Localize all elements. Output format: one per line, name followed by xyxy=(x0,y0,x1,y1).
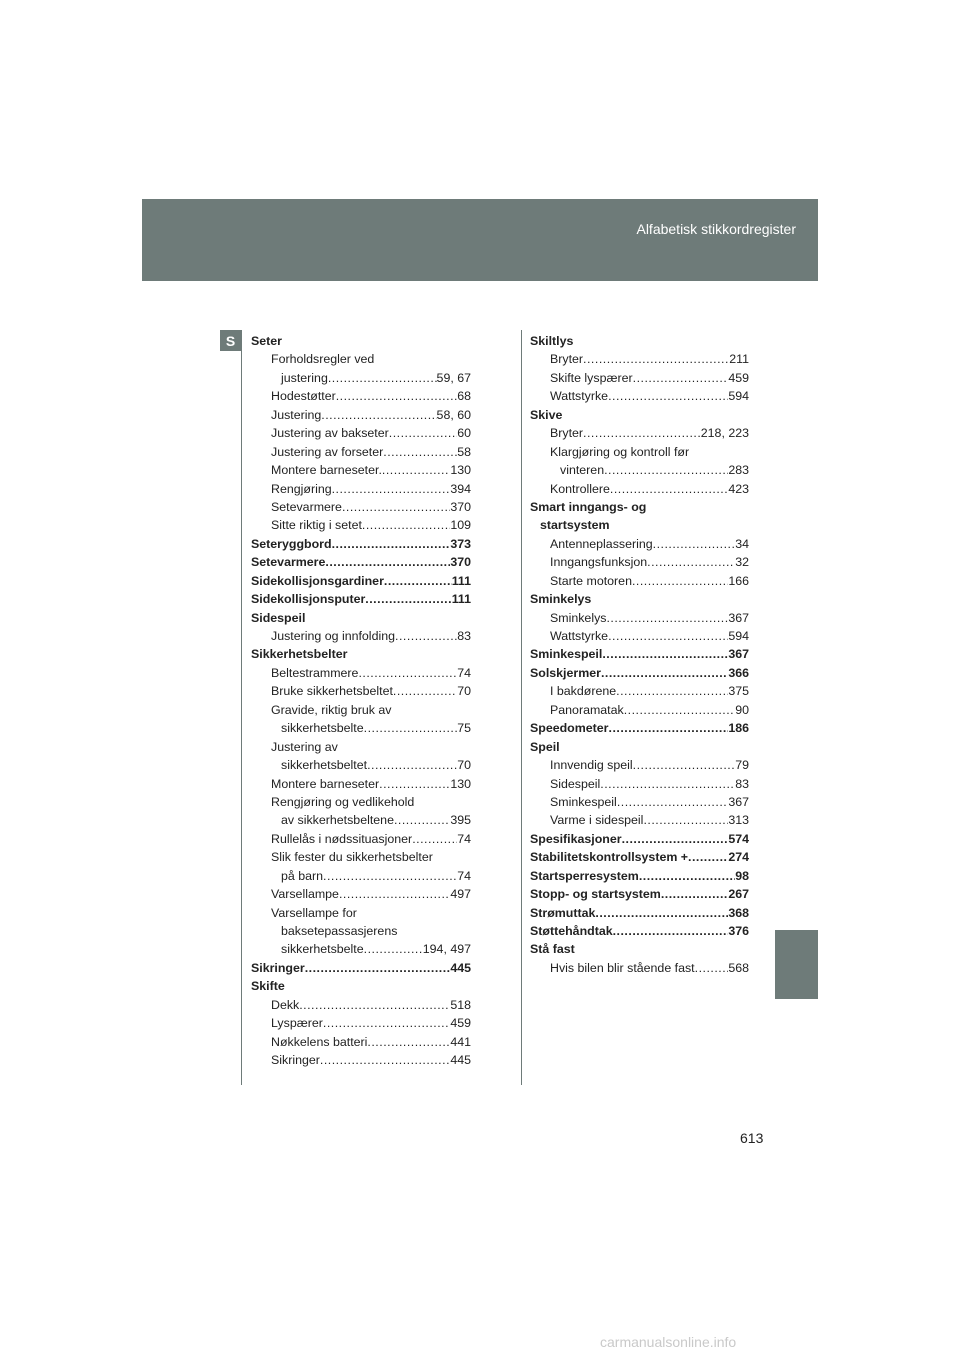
index-term: Speedometer xyxy=(530,721,609,736)
index-term: justering xyxy=(281,370,328,385)
index-page-ref: 445 xyxy=(450,960,471,975)
index-entry xyxy=(251,516,471,534)
leader-dots xyxy=(695,959,729,977)
index-term: Skifte lyspærer xyxy=(550,370,633,385)
column-divider-middle xyxy=(521,330,522,1085)
index-page-ref: 83 xyxy=(735,776,749,791)
index-page-ref: 445 xyxy=(450,1053,471,1068)
index-entry xyxy=(530,332,749,350)
leader-dots xyxy=(393,682,457,700)
index-entry xyxy=(251,775,471,793)
index-entry xyxy=(530,885,749,903)
index-term: Hvis bilen blir stående fast xyxy=(550,960,695,975)
index-term: sikkerhetsbeltet xyxy=(281,758,368,773)
index-entry xyxy=(251,811,471,829)
index-entry xyxy=(251,996,471,1014)
index-entry xyxy=(251,369,471,387)
index-column-right xyxy=(530,332,749,977)
index-term: Setevarmere xyxy=(251,555,326,570)
index-page-ref: 59, 67 xyxy=(436,370,471,385)
index-entry xyxy=(251,590,471,608)
index-entry xyxy=(251,424,471,442)
index-page-ref: 367 xyxy=(728,794,749,809)
index-page-ref: 375 xyxy=(728,684,749,699)
index-entry xyxy=(530,387,749,405)
index-entry xyxy=(251,885,471,903)
index-term: Sidespeil xyxy=(550,776,601,791)
leader-dots xyxy=(613,922,729,940)
index-page-ref: 58 xyxy=(457,444,471,459)
index-page-ref: 90 xyxy=(735,702,749,717)
index-entry xyxy=(251,756,471,774)
index-entry xyxy=(530,738,749,756)
index-page-ref: 70 xyxy=(457,758,471,773)
leader-dots xyxy=(609,719,729,737)
index-page-ref: 367 xyxy=(728,610,749,625)
index-term: Varme i sidespeil xyxy=(550,813,644,828)
index-term: Varsellampe xyxy=(271,887,339,902)
index-page-ref: 130 xyxy=(450,776,471,791)
leader-dots xyxy=(583,350,729,368)
index-entry xyxy=(530,940,749,958)
index-entry xyxy=(530,480,749,498)
index-term: Rengjøring og vedlikehold xyxy=(271,794,415,809)
index-entry xyxy=(530,645,749,663)
index-term: Panoramatak xyxy=(550,702,624,717)
index-page-ref: 74 xyxy=(457,831,471,846)
index-entry xyxy=(530,756,749,774)
index-term: Seteryggbord xyxy=(251,536,332,551)
index-term: Forholdsregler ved xyxy=(271,352,375,367)
leader-dots xyxy=(622,830,729,848)
leader-dots xyxy=(412,830,457,848)
index-term: Spesifikasjoner xyxy=(530,831,622,846)
index-term: Skiltlys xyxy=(530,334,574,348)
index-entry xyxy=(530,498,749,516)
index-page-ref: 594 xyxy=(728,389,749,404)
index-entry xyxy=(251,572,471,590)
index-term: Varsellampe for xyxy=(271,905,357,920)
index-entry xyxy=(530,959,749,977)
leader-dots xyxy=(305,959,451,977)
index-entry xyxy=(530,811,749,829)
index-entry xyxy=(530,830,749,848)
index-term: Innvendig speil xyxy=(550,758,633,773)
index-page-ref: 366 xyxy=(728,665,749,680)
index-entry xyxy=(530,572,749,590)
index-entry xyxy=(530,369,749,387)
index-page-ref: 218, 223 xyxy=(700,426,749,441)
index-term: Bryter xyxy=(550,426,584,441)
index-page-ref: 459 xyxy=(728,370,749,385)
leader-dots xyxy=(661,885,729,903)
index-page-ref: 459 xyxy=(450,1016,471,1031)
index-term: Speil xyxy=(530,739,560,754)
index-page-ref: 83 xyxy=(457,629,471,643)
index-entry xyxy=(530,682,749,700)
leader-dots xyxy=(367,1033,450,1051)
leader-dots xyxy=(601,664,728,682)
header-title: Alfabetisk stikkordregister xyxy=(636,221,796,237)
leader-dots xyxy=(364,940,423,958)
index-entry xyxy=(530,701,749,719)
index-term: Sminkespeil xyxy=(530,647,603,662)
index-entry xyxy=(530,609,749,627)
index-page-ref: 518 xyxy=(450,997,471,1012)
index-term: I bakdørene xyxy=(550,684,617,699)
page-number: 613 xyxy=(740,1130,764,1146)
index-term: sikkerhetsbelte xyxy=(281,942,364,957)
index-entry xyxy=(530,922,749,940)
index-term: Stå fast xyxy=(530,942,575,957)
index-term: Solskjermer xyxy=(530,665,601,680)
leader-dots xyxy=(320,1051,450,1069)
leader-dots xyxy=(332,535,451,553)
index-page-ref: 186 xyxy=(728,721,749,736)
leader-dots xyxy=(395,627,457,645)
leader-dots xyxy=(604,461,728,479)
index-term: Strømuttak xyxy=(530,905,596,920)
index-entry xyxy=(530,535,749,553)
index-entry xyxy=(251,498,471,516)
leader-dots xyxy=(639,867,735,885)
index-entry xyxy=(251,867,471,885)
index-page-ref: 111 xyxy=(451,592,471,607)
index-entry xyxy=(530,793,749,811)
leader-dots xyxy=(688,848,728,866)
index-page-ref: 130 xyxy=(450,463,471,478)
index-entry xyxy=(530,904,749,922)
index-entry xyxy=(251,406,471,424)
index-term: Justering av forseter xyxy=(271,444,384,459)
leader-dots xyxy=(365,590,451,608)
leader-dots xyxy=(332,480,451,498)
index-term: Sidespeil xyxy=(251,610,306,625)
index-entry xyxy=(251,922,471,940)
index-entry xyxy=(251,609,471,627)
index-term: Justering av xyxy=(271,739,338,754)
index-term: Setevarmere xyxy=(271,499,342,514)
index-term: Beltestrammere xyxy=(271,665,359,680)
leader-dots xyxy=(600,775,735,793)
leader-dots xyxy=(653,535,736,553)
index-term: Wattstyrke xyxy=(550,629,609,643)
index-column-left xyxy=(251,332,471,1070)
index-term: Sminkelys xyxy=(550,610,607,625)
index-page-ref: 368 xyxy=(728,905,749,920)
index-term: Seter xyxy=(251,334,282,348)
index-page-ref: 594 xyxy=(728,629,749,643)
index-page-ref: 574 xyxy=(728,831,749,846)
column-divider-left xyxy=(241,330,242,1085)
index-entry xyxy=(530,424,749,442)
index-entry xyxy=(251,959,471,977)
leader-dots xyxy=(595,904,728,922)
index-term: vinteren xyxy=(560,463,605,478)
index-entry xyxy=(251,848,471,866)
index-entry xyxy=(251,1014,471,1032)
leader-dots xyxy=(328,369,437,387)
index-entry xyxy=(251,738,471,756)
index-page-ref: 79 xyxy=(735,758,749,773)
index-entry xyxy=(530,590,749,608)
leader-dots xyxy=(633,369,729,387)
index-page-ref: 423 xyxy=(728,481,749,496)
index-entry xyxy=(251,830,471,848)
leader-dots xyxy=(606,609,728,627)
index-term: Dekk xyxy=(271,997,300,1012)
index-term: Skifte xyxy=(251,979,285,994)
index-term: Smart inngangs- og xyxy=(530,499,647,514)
index-page-ref: 376 xyxy=(728,924,749,938)
index-entry xyxy=(251,443,471,461)
leader-dots xyxy=(632,572,728,590)
index-entry xyxy=(251,904,471,922)
leader-dots xyxy=(389,424,457,442)
index-term: Lyspærer xyxy=(271,1016,323,1031)
index-term: Sikringer xyxy=(251,960,305,975)
index-term: baksetepassasjerens xyxy=(281,924,398,938)
leader-dots xyxy=(394,811,450,829)
leader-dots xyxy=(379,775,450,793)
leader-dots xyxy=(362,516,450,534)
index-page-ref: 58, 60 xyxy=(436,407,471,422)
index-page-ref: 70 xyxy=(457,684,471,699)
index-term: Wattstyrke xyxy=(550,389,609,404)
leader-dots xyxy=(602,645,728,663)
index-entry xyxy=(530,406,749,424)
index-page-ref: 370 xyxy=(450,555,471,570)
leader-dots xyxy=(342,498,450,516)
section-letter-tab: S xyxy=(220,330,241,351)
index-page-ref: 166 xyxy=(728,573,749,588)
leader-dots xyxy=(364,719,458,737)
index-page-ref: 68 xyxy=(457,389,471,404)
index-page-ref: 370 xyxy=(450,499,471,514)
index-term: Støttehåndtak xyxy=(530,924,613,938)
index-term: Klargjøring og kontroll før xyxy=(550,444,690,459)
index-term: Kontrollere xyxy=(550,481,610,496)
leader-dots xyxy=(608,627,728,645)
index-term: Stabilitetskontrollsystem + xyxy=(530,850,689,865)
index-entry xyxy=(530,461,749,479)
index-entry xyxy=(251,480,471,498)
index-term: Sitte riktig i setet xyxy=(271,518,362,533)
index-term: Justering og innfolding xyxy=(271,629,395,643)
index-term: Bryter xyxy=(550,352,584,367)
index-term: Montere barneseter xyxy=(271,776,380,791)
leader-dots xyxy=(384,572,452,590)
index-page-ref: 109 xyxy=(450,518,471,533)
leader-dots xyxy=(323,867,457,885)
leader-dots xyxy=(610,480,728,498)
index-page-ref: 111 xyxy=(451,573,471,588)
header-band xyxy=(142,199,818,281)
leader-dots xyxy=(624,701,736,719)
index-entry xyxy=(530,664,749,682)
index-page-ref: 194, 497 xyxy=(422,942,471,957)
index-page-ref: 367 xyxy=(728,647,749,662)
index-entry xyxy=(530,516,749,534)
leader-dots xyxy=(616,682,728,700)
index-entry xyxy=(251,535,471,553)
index-entry xyxy=(251,977,471,995)
leader-dots xyxy=(339,885,450,903)
leader-dots xyxy=(323,1014,450,1032)
index-term: Starte motoren xyxy=(550,573,632,588)
index-page-ref: 313 xyxy=(728,813,749,828)
leader-dots xyxy=(299,996,450,1014)
index-page-ref: 60 xyxy=(457,426,471,441)
index-entry xyxy=(251,332,471,350)
index-page-ref: 394 xyxy=(450,481,471,496)
index-term: Sidekollisjonsgardiner xyxy=(251,573,384,588)
index-entry xyxy=(251,1033,471,1051)
index-term: Sikringer xyxy=(271,1053,320,1068)
index-page-ref: 283 xyxy=(728,463,749,478)
index-page-ref: 34 xyxy=(735,536,749,551)
index-term: Sminkelys xyxy=(530,592,592,607)
index-entry xyxy=(530,848,749,866)
index-term: Sikkerhetsbelter xyxy=(251,647,348,662)
index-page-ref: 568 xyxy=(728,960,749,975)
leader-dots xyxy=(608,387,728,405)
index-page-ref: 497 xyxy=(450,887,471,902)
index-term: Gravide, riktig bruk av xyxy=(271,702,392,717)
index-entry xyxy=(530,627,749,645)
index-entry xyxy=(251,940,471,958)
index-entry xyxy=(530,443,749,461)
index-term: Skive xyxy=(530,407,563,422)
index-entry xyxy=(251,645,471,663)
index-term: av sikkerhetsbeltene xyxy=(281,813,394,828)
index-term: Sminkespeil xyxy=(550,794,617,809)
index-page-ref: 373 xyxy=(450,536,471,551)
index-term: Justering xyxy=(271,407,322,422)
index-term: Bruke sikkerhetsbeltet xyxy=(271,684,393,699)
watermark: carmanualsonline.info xyxy=(600,1334,737,1350)
leader-dots xyxy=(358,664,457,682)
index-entry xyxy=(251,350,471,368)
index-entry xyxy=(530,350,749,368)
leader-dots xyxy=(367,756,457,774)
index-entry xyxy=(251,682,471,700)
leader-dots xyxy=(383,443,457,461)
index-term: Inngangsfunksjon xyxy=(550,555,648,570)
index-page-ref: 395 xyxy=(450,813,471,828)
leader-dots xyxy=(382,461,450,479)
index-term: startsystem xyxy=(540,518,610,533)
index-entry xyxy=(251,553,471,571)
leader-dots xyxy=(647,553,735,571)
index-entry xyxy=(530,867,749,885)
index-term: Justering av bakseter xyxy=(271,426,389,441)
index-entry xyxy=(251,387,471,405)
index-entry xyxy=(251,701,471,719)
index-term: Hodestøtter xyxy=(271,389,336,404)
index-term: Rengjøring xyxy=(271,481,332,496)
leader-dots xyxy=(617,793,729,811)
index-entry xyxy=(251,719,471,737)
index-entry xyxy=(530,775,749,793)
index-term: sikkerhetsbelte xyxy=(281,721,364,736)
index-page-ref: 98 xyxy=(735,868,749,883)
index-entry xyxy=(530,719,749,737)
index-page-ref: 32 xyxy=(735,555,749,570)
leader-dots xyxy=(633,756,736,774)
index-entry xyxy=(251,461,471,479)
index-term: Startsperresystem xyxy=(530,868,639,883)
index-page-ref: 75 xyxy=(457,721,471,736)
index-page-ref: 74 xyxy=(457,868,471,883)
index-page-ref: 267 xyxy=(728,887,749,902)
index-entry xyxy=(251,1051,471,1069)
index-entry xyxy=(251,793,471,811)
index-entry xyxy=(530,553,749,571)
index-term: Slik fester du sikkerhetsbelter xyxy=(271,850,433,865)
index-term: Montere barneseter. xyxy=(271,463,382,478)
index-page-ref: 274 xyxy=(728,850,749,865)
index-entry xyxy=(251,627,471,645)
index-entry xyxy=(251,664,471,682)
index-page-ref: 211 xyxy=(729,352,749,367)
side-thumb-tab xyxy=(775,930,818,999)
index-page-ref: 74 xyxy=(457,665,471,680)
leader-dots xyxy=(336,387,457,405)
leader-dots xyxy=(325,553,450,571)
leader-dots xyxy=(321,406,436,424)
index-term: Sidekollisjonsputer xyxy=(251,592,366,607)
index-page-ref: 441 xyxy=(450,1034,471,1049)
index-term: Rullelås i nødssituasjoner xyxy=(271,831,413,846)
leader-dots xyxy=(583,424,701,442)
index-term: på barn xyxy=(281,868,324,883)
index-term: Stopp- og startsystem xyxy=(530,887,661,902)
index-term: Nøkkelens batteri xyxy=(271,1034,368,1049)
index-term: Antenneplassering xyxy=(550,536,653,551)
leader-dots xyxy=(643,811,728,829)
